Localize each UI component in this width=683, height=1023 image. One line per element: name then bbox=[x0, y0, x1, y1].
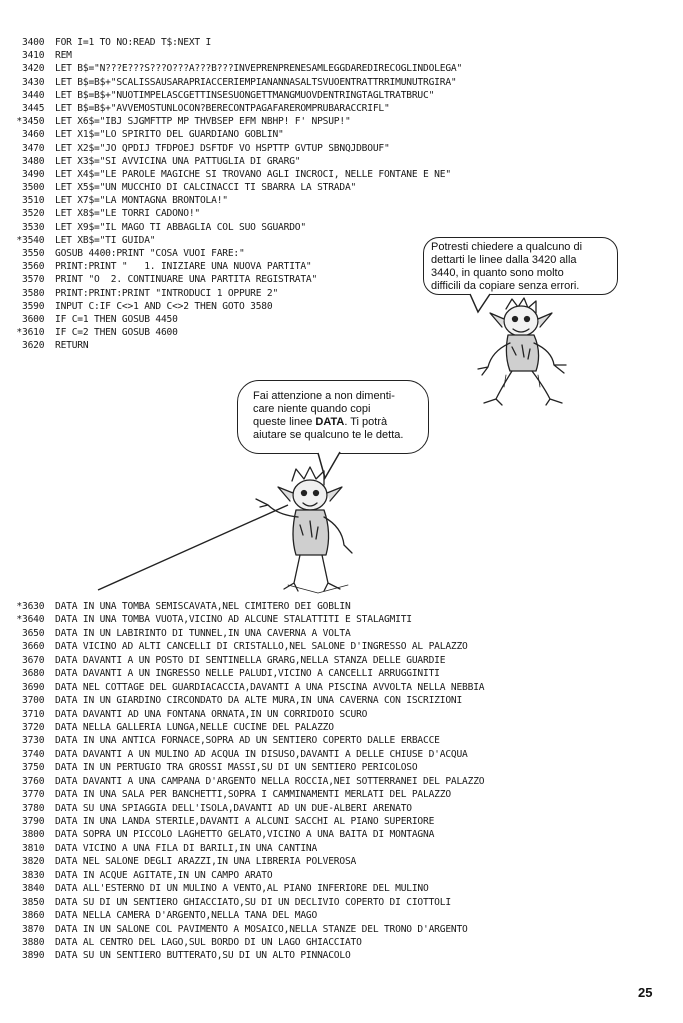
program-listing-data bbox=[0, 600, 683, 963]
basic-statement: DATA SOPRA UN PICCOLO LAGHETTO GELATO,VICINO A UNA BAITA DI MONTAGNA bbox=[55, 829, 435, 841]
code-line bbox=[0, 734, 683, 747]
bubble-2-keyword: DATA bbox=[315, 416, 345, 428]
bubble-1-line: difficili da copiare senza errori. bbox=[431, 280, 580, 292]
speech-bubble-typing-tip bbox=[423, 237, 618, 295]
basic-statement: LET X7$="LA MONTAGNA BRONTOLA!" bbox=[55, 195, 228, 207]
basic-statement: DATA NELLA GALLERIA LUNGA,NELLE CUCINE DEL PALAZZO bbox=[55, 721, 334, 733]
code-line bbox=[0, 949, 683, 962]
basic-statement: IF C=2 THEN GOSUB 4600 bbox=[55, 327, 178, 339]
code-line bbox=[0, 923, 683, 936]
basic-statement: DATA DAVANTI A UN MULINO AD ACQUA IN DISUSO,DAVANTI A DELLE CHIUSE D'ACQUA bbox=[55, 748, 468, 760]
basic-statement: DATA IN UN GIARDINO CIRCONDATO DA ALTE MURA,IN UNA CAVERNA CON ISCRIZIONI bbox=[55, 695, 463, 707]
code-line bbox=[0, 339, 683, 352]
basic-statement: REM bbox=[55, 50, 72, 62]
code-line bbox=[0, 761, 683, 774]
line-number: 3520 bbox=[22, 208, 45, 220]
code-line bbox=[0, 155, 683, 168]
line-number: 3480 bbox=[22, 155, 45, 167]
bubble-2-text: queste linee bbox=[253, 416, 316, 428]
basic-statement: LET B$=B$+"AVVEMOSTUNLOCON?BERECONTPAGAFAREROMPRUBARACCRIFL" bbox=[55, 102, 390, 114]
code-line bbox=[0, 855, 683, 868]
line-number: 3550 bbox=[22, 248, 45, 259]
line-number: 3790 bbox=[22, 816, 45, 827]
line-number: 3660 bbox=[22, 641, 45, 653]
line-number: 3590 bbox=[22, 300, 45, 312]
line-number: 3860 bbox=[22, 910, 45, 922]
line-number: 3570 bbox=[22, 274, 45, 286]
basic-statement: LET X9$="IL MAGO TI ABBAGLIA COL SUO SGUARDO" bbox=[55, 221, 306, 233]
code-line bbox=[0, 681, 683, 694]
line-number: 3510 bbox=[22, 195, 45, 207]
bubble-2-text: . Ti potrà bbox=[344, 416, 388, 428]
basic-statement: DATA DAVANTI AD UNA FONTANA ORNATA,IN UN CORRIDOIO SCURO bbox=[55, 708, 368, 720]
basic-statement: DATA VICINO AD ALTI CANCELLI DI CRISTALLO,NEL SALONE D'INGRESSO AL PALAZZO bbox=[55, 641, 468, 653]
line-number: 3750 bbox=[22, 762, 45, 774]
modified-line-marker: * bbox=[16, 116, 22, 128]
basic-statement: DATA SU UNA SPIAGGIA DELL'ISOLA,DAVANTI AD UN DUE-ALBERI ARENATO bbox=[55, 802, 412, 814]
code-line bbox=[0, 62, 683, 75]
line-number: 3710 bbox=[22, 708, 45, 720]
line-number: 3760 bbox=[22, 775, 45, 787]
basic-statement: DATA IN UNA ANTICA FORNACE,SOPRA AD UN SENTIERO COPERTO DALLE ERBACCE bbox=[55, 735, 440, 747]
code-line bbox=[0, 654, 683, 667]
line-number: 3730 bbox=[22, 735, 45, 747]
basic-statement: LET X2$="JO QPDIJ TFDPOEJ DSFTDF VO HSPTTP GVTUP SBNQJDBOUF" bbox=[55, 142, 390, 154]
line-number: 3850 bbox=[22, 896, 45, 908]
basic-statement: DATA SU DI UN SENTIERO GHIACCIATO,SU DI UN DECLIVIO COPERTO DI CIOTTOLI bbox=[55, 896, 451, 908]
code-line bbox=[0, 640, 683, 653]
code-line bbox=[0, 168, 683, 181]
basic-statement: GOSUB 4400:PRINT "COSA VUOI FARE:" bbox=[55, 248, 245, 259]
code-line bbox=[0, 828, 683, 841]
code-line bbox=[0, 181, 683, 194]
modified-line-marker: * bbox=[16, 327, 22, 339]
bubble-2-line: Fai attenzione a non dimenti- bbox=[253, 390, 395, 402]
basic-statement: LET XB$="TI GUIDA" bbox=[55, 234, 156, 246]
code-line bbox=[0, 802, 683, 815]
basic-statement: DATA IN UNA TOMBA VUOTA,VICINO AD ALCUNE STALATTITI E STALAGMITI bbox=[55, 614, 412, 626]
basic-statement: DATA NEL COTTAGE DEL GUARDIACACCIA,DAVANTI A UNA PISCINA AVVOLTA NELLA NEBBIA bbox=[55, 681, 485, 693]
code-line bbox=[0, 882, 683, 895]
line-number: 3840 bbox=[22, 883, 45, 895]
basic-statement: DATA DAVANTI A UN POSTO DI SENTINELLA GRARG,NELLA STANZA DELLE GUARDIE bbox=[55, 654, 446, 666]
line-number: 3780 bbox=[22, 802, 45, 814]
code-line bbox=[0, 207, 683, 220]
code-line bbox=[0, 869, 683, 882]
line-number: 3420 bbox=[22, 63, 45, 75]
code-line bbox=[0, 936, 683, 949]
code-line bbox=[0, 896, 683, 909]
basic-statement: LET X6$="IBJ SJGMFTTP MP THVBSEP EFM NBHP! F' NPSUP!" bbox=[55, 116, 351, 128]
bubble-1-line: Potresti chiedere a qualcuno di bbox=[431, 241, 583, 253]
line-number: 3690 bbox=[22, 681, 45, 693]
basic-statement: LET X1$="LO SPIRITO DEL GUARDIANO GOBLIN" bbox=[55, 129, 284, 141]
basic-statement: DATA NEL SALONE DEGLI ARAZZI,IN UNA LIBRERIA POLVEROSA bbox=[55, 856, 357, 868]
basic-statement: FOR I=1 TO NO:READ T$:NEXT I bbox=[55, 37, 212, 48]
code-line bbox=[0, 775, 683, 788]
bubble-2-line bbox=[253, 416, 420, 429]
basic-statement: DATA IN UN LABIRINTO DI TUNNEL,IN UNA CAVERNA A VOLTA bbox=[55, 627, 351, 639]
line-number: 3500 bbox=[22, 182, 45, 194]
code-line bbox=[0, 102, 683, 115]
line-number: 3440 bbox=[22, 89, 45, 101]
line-number: 3400 bbox=[22, 37, 45, 48]
line-number: 3670 bbox=[22, 654, 45, 666]
line-number: 3450 bbox=[22, 116, 45, 128]
modified-line-marker: * bbox=[16, 614, 22, 626]
basic-statement: INPUT C:IF C<>1 AND C<>2 THEN GOTO 3580 bbox=[55, 300, 273, 312]
line-number: 3870 bbox=[22, 923, 45, 935]
basic-statement: DATA IN UNA LANDA STERILE,DAVANTI A ALCUNI SACCHI AL PIANO SUPERIORE bbox=[55, 816, 435, 827]
code-line bbox=[0, 326, 683, 339]
code-line bbox=[0, 142, 683, 155]
basic-statement: RETURN bbox=[55, 340, 89, 352]
bubble-2-line: care niente quando copi bbox=[253, 403, 371, 415]
basic-statement: DATA NELLA CAMERA D'ARGENTO,NELLA TANA DEL MAGO bbox=[55, 910, 318, 922]
program-listing-top bbox=[0, 36, 683, 353]
line-number: 3830 bbox=[22, 869, 45, 881]
basic-statement: PRINT:PRINT " 1. INIZIARE UNA NUOVA PARTITA" bbox=[55, 261, 312, 273]
line-number: 3720 bbox=[22, 721, 45, 733]
code-line bbox=[0, 909, 683, 922]
line-number: 3820 bbox=[22, 856, 45, 868]
code-line bbox=[0, 627, 683, 640]
bubble-2-line: aiutare se qualcuno te le detta. bbox=[253, 429, 404, 441]
code-line bbox=[0, 194, 683, 207]
basic-statement: PRINT:PRINT:PRINT "INTRODUCI 1 OPPURE 2" bbox=[55, 287, 279, 299]
line-number: 3800 bbox=[22, 829, 45, 841]
basic-statement: DATA IN UNA SALA PER BANCHETTI,SOPRA I CAMMINAMENTI MERLATI DEL PALAZZO bbox=[55, 789, 451, 801]
line-number: 3490 bbox=[22, 168, 45, 180]
basic-statement: DATA AL CENTRO DEL LAGO,SUL BORDO DI UN LAGO GHIACCIATO bbox=[55, 936, 362, 948]
bubble-1-line: dettarti le linee dalla 3420 alla bbox=[431, 254, 577, 266]
line-number: 3410 bbox=[22, 50, 45, 62]
bubble-1-line: 3440, in quanto sono molto bbox=[431, 267, 564, 279]
basic-statement: DATA IN ACQUE AGITATE,IN UN CAMPO ARATO bbox=[55, 869, 273, 881]
code-line bbox=[0, 600, 683, 613]
line-number: 3580 bbox=[22, 287, 45, 299]
line-number: 3620 bbox=[22, 340, 45, 352]
code-line bbox=[0, 115, 683, 128]
crouching-goblin-icon bbox=[466, 295, 578, 410]
code-line bbox=[0, 748, 683, 761]
line-number: 3650 bbox=[22, 627, 45, 639]
speech-bubble-data-tip bbox=[237, 380, 429, 454]
code-line bbox=[0, 842, 683, 855]
basic-statement: DATA IN UN SALONE COL PAVIMENTO A MOSAICO,NELLA STANZE DEL TRONO D'ARGENTO bbox=[55, 923, 468, 935]
code-line bbox=[0, 128, 683, 141]
page-number: 25 bbox=[638, 985, 653, 1000]
basic-statement: DATA ALL'ESTERNO DI UN MULINO A VENTO,AL PIANO INFERIORE DEL MULINO bbox=[55, 883, 429, 895]
code-line bbox=[0, 788, 683, 801]
code-line bbox=[0, 815, 683, 828]
line-number: 3610 bbox=[22, 327, 45, 339]
line-number: 3530 bbox=[22, 221, 45, 233]
line-number: 3630 bbox=[22, 601, 45, 612]
line-number: 3460 bbox=[22, 129, 45, 141]
basic-statement: LET B$=B$+"SCALISSAUSARAPRIACCERIEMPIANANNASALTSVUOENTRATTRRIMUNUTRGIRA" bbox=[55, 76, 457, 88]
line-number: 3430 bbox=[22, 76, 45, 88]
line-number: 3560 bbox=[22, 261, 45, 273]
basic-statement: LET B$=B$+"NUOTIMPELASCGETTINSESUONGETTMANGMUOVDENTRINGTAGLTRATBRUC" bbox=[55, 89, 435, 101]
basic-statement: DATA VICINO A UNA FILA DI BARILI,IN UNA CANTINA bbox=[55, 842, 318, 854]
code-line bbox=[0, 89, 683, 102]
code-line bbox=[0, 721, 683, 734]
basic-statement: PRINT "O 2. CONTINUARE UNA PARTITA REGISTRATA" bbox=[55, 274, 318, 286]
line-number: 3880 bbox=[22, 936, 45, 948]
line-number: 3700 bbox=[22, 695, 45, 707]
modified-line-marker: * bbox=[16, 234, 22, 246]
line-number: 3600 bbox=[22, 313, 45, 325]
code-line bbox=[0, 708, 683, 721]
basic-statement: DATA SU UN SENTIERO BUTTERATO,SU DI UN ALTO PINNACOLO bbox=[55, 950, 351, 962]
line-number: 3540 bbox=[22, 234, 45, 246]
line-number: 3680 bbox=[22, 668, 45, 680]
code-line bbox=[0, 221, 683, 234]
code-line bbox=[0, 667, 683, 680]
line-number: 3770 bbox=[22, 789, 45, 801]
code-line bbox=[0, 694, 683, 707]
basic-statement: IF C=1 THEN GOSUB 4450 bbox=[55, 313, 178, 325]
code-line bbox=[0, 313, 683, 326]
line-number: 3890 bbox=[22, 950, 45, 962]
line-number: 3470 bbox=[22, 142, 45, 154]
basic-statement: DATA DAVANTI A UN INGRESSO NELLE PALUDI,VICINO A CANCELLI ARRUGGINITI bbox=[55, 668, 440, 680]
line-number: 3640 bbox=[22, 614, 45, 626]
basic-statement: LET B$="N???E???S???O???A???B???INVEPRENPRENESAMLEGGDAREDIRECOGLINDOLEGA" bbox=[55, 63, 463, 75]
line-number: 3740 bbox=[22, 748, 45, 760]
code-line bbox=[0, 300, 683, 313]
code-line bbox=[0, 76, 683, 89]
line-number: 3810 bbox=[22, 842, 45, 854]
modified-line-marker: * bbox=[16, 601, 22, 612]
basic-statement: DATA IN UN PERTUGIO TRA GROSSI MASSI,SU DI UN SENTIERO PERICOLOSO bbox=[55, 762, 418, 774]
basic-statement: LET X8$="LE TORRI CADONO!" bbox=[55, 208, 200, 220]
code-line bbox=[0, 49, 683, 62]
code-line bbox=[0, 613, 683, 626]
basic-statement: DATA IN UNA TOMBA SEMISCAVATA,NEL CIMITERO DEI GOBLIN bbox=[55, 601, 351, 612]
basic-statement: DATA DAVANTI A UNA CAMPANA D'ARGENTO NELLA ROCCIA,NEI SOTTERRANEI DEL PALAZZO bbox=[55, 775, 485, 787]
code-line bbox=[0, 36, 683, 49]
pointing-goblin-icon bbox=[248, 465, 368, 600]
line-number: 3445 bbox=[22, 102, 45, 114]
basic-statement: LET X5$="UN MUCCHIO DI CALCINACCI TI SBARRA LA STRADA" bbox=[55, 182, 357, 194]
basic-statement: LET X3$="SI AVVICINA UNA PATTUGLIA DI GRARG" bbox=[55, 155, 301, 167]
basic-statement: LET X4$="LE PAROLE MAGICHE SI TROVANO AGLI INCROCI, NELLE FONTANE E NE" bbox=[55, 168, 451, 180]
